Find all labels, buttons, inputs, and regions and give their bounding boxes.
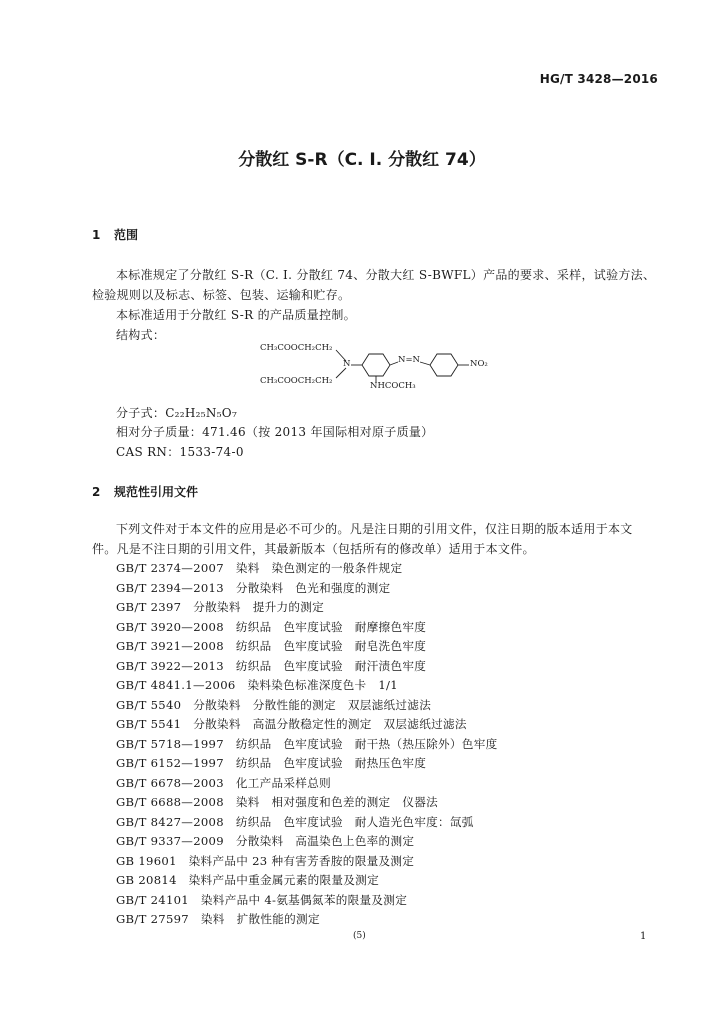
scope-para1-line1: 本标准规定了分散红 S-R（C. I. 分散红 74、分散大红 S-BWFL）产品的要求、采样，试验方法、 xyxy=(116,268,656,282)
reference-code: GB/T 9337—2009 xyxy=(116,834,224,848)
reference-code: GB 19601 xyxy=(116,853,177,868)
structure-group-bottom: CH₃COOCH₂CH₂ xyxy=(260,376,333,386)
reference-item xyxy=(116,580,390,596)
reference-code: GB/T 2394—2013 xyxy=(116,580,224,595)
reference-item xyxy=(116,599,324,615)
benzene-ring-1 xyxy=(362,354,390,376)
structure-bonds xyxy=(258,340,498,394)
bond-top xyxy=(336,350,346,361)
bond-ring1-azo xyxy=(390,362,398,365)
section-2-title: 规范性引用文件 xyxy=(114,485,199,499)
structure-n-atom: N xyxy=(343,359,351,369)
reference-title: 染料 扩散性能的测定 xyxy=(200,912,320,926)
bond-azo-ring2 xyxy=(420,362,430,365)
reference-code: GB/T 5718—1997 xyxy=(116,736,224,751)
reference-item xyxy=(116,755,426,771)
reference-title: 染料 相对强度和色差的测定 仪器法 xyxy=(235,795,439,809)
reference-title: 分散染料 分散性能的测定 双层滤纸过滤法 xyxy=(193,697,432,712)
structure-azo: N=N xyxy=(398,355,420,365)
reference-title: 染料染色标准深度色卡 1/1 xyxy=(247,678,398,692)
reference-code: GB/T 24101 xyxy=(116,892,189,907)
reference-code: GB/T 6678—2003 xyxy=(116,775,224,790)
reference-title: 分散染料 高温染色上色率的测定 xyxy=(235,834,415,848)
formula-label: 分子式： xyxy=(116,406,166,420)
footer-mark: (5) xyxy=(353,931,366,941)
refs-intro-line2: 件。凡是不注日期的引用文件，其最新版本（包括所有的修改单）适用于本文件。 xyxy=(92,542,535,556)
reference-code: GB/T 3920—2008 xyxy=(116,619,224,634)
reference-title: 纺织品 色牢度试验 耐皂洗色牢度 xyxy=(235,639,427,653)
formula-line xyxy=(116,404,237,421)
reference-code: GB/T 27597 xyxy=(116,912,189,926)
reference-title: 纺织品 色牢度试验 耐热压色牢度 xyxy=(235,756,427,770)
mass-line xyxy=(116,423,433,440)
reference-title: 染料产品中 4-氨基偶氮苯的限量及测定 xyxy=(200,892,408,907)
reference-title: 纺织品 色牢度试验 耐汗渍色牢度 xyxy=(235,658,427,673)
scope-para2: 本标准适用于分散红 S-R 的产品质量控制。 xyxy=(116,308,356,322)
structure-nitro: NO₂ xyxy=(470,359,488,369)
reference-item xyxy=(116,658,426,674)
cas-line xyxy=(116,443,244,460)
reference-title: 分散染料 高温分散稳定性的测定 双层滤纸过滤法 xyxy=(193,717,467,731)
page-number: 1 xyxy=(640,931,647,942)
section-1-title: 范围 xyxy=(114,228,139,242)
reference-code: GB/T 8427—2008 xyxy=(116,814,224,829)
section-2-number: 2 xyxy=(92,485,101,499)
reference-title: 分散染料 提升力的测定 xyxy=(193,600,325,614)
bond-bottom xyxy=(336,368,346,378)
reference-item xyxy=(116,833,414,849)
reference-item xyxy=(116,853,414,869)
reference-code: GB/T 4841.1—2006 xyxy=(116,678,236,692)
mass-label: 相对分子质量： xyxy=(116,425,203,439)
reference-item xyxy=(116,814,474,830)
reference-item xyxy=(116,560,402,576)
section-1-number: 1 xyxy=(92,228,101,242)
reference-item xyxy=(116,677,398,693)
scope-para1-line2: 检验规则以及标志、标签、包装、运输和贮存。 xyxy=(92,288,351,302)
formula-value: C₂₂H₂₅N₅O₇ xyxy=(165,406,238,420)
section-1-heading xyxy=(92,226,138,243)
structure-group-top: CH₃COOCH₂CH₂ xyxy=(260,343,333,353)
reference-code: GB/T 3921—2008 xyxy=(116,639,224,653)
cas-label: CAS RN： xyxy=(116,445,180,459)
reference-item xyxy=(116,892,407,908)
reference-item xyxy=(116,619,426,635)
reference-item xyxy=(116,872,379,888)
refs-intro-line1: 下列文件对于本文件的应用是必不可少的。凡是注日期的引用文件，仅注日期的版本适用于本文 xyxy=(116,522,633,536)
reference-item xyxy=(116,736,498,752)
reference-item xyxy=(116,911,320,927)
reference-item xyxy=(116,697,431,713)
structural-formula xyxy=(258,340,498,394)
reference-item xyxy=(116,716,467,732)
mass-value: 471.46（按 2013 年国际相对原子质量） xyxy=(202,425,434,439)
reference-title: 染料产品中重金属元素的限量及测定 xyxy=(188,873,379,887)
reference-code: GB/T 5541 xyxy=(116,717,182,731)
benzene-ring-2 xyxy=(430,354,458,376)
cas-value: 1533-74-0 xyxy=(179,445,244,459)
standard-number: HG/T 3428—2016 xyxy=(539,72,658,86)
reference-title: 染料产品中 23 种有害芳香胺的限量及测定 xyxy=(188,853,415,868)
reference-item xyxy=(116,638,426,654)
structure-label: 结构式： xyxy=(116,328,166,342)
reference-code: GB 20814 xyxy=(116,873,177,887)
reference-title: 纺织品 色牢度试验 耐人造光色牢度：氙弧 xyxy=(235,814,474,829)
reference-code: GB/T 2374—2007 xyxy=(116,561,224,575)
page-title: 分散红 S-R（C. I. 分散红 74） xyxy=(238,150,486,170)
reference-code: GB/T 6688—2008 xyxy=(116,795,224,809)
reference-title: 纺织品 色牢度试验 耐干热（热压除外）色牢度 xyxy=(235,736,498,751)
reference-title: 染料 染色测定的一般条件规定 xyxy=(235,561,403,575)
reference-code: GB/T 2397 xyxy=(116,600,182,614)
reference-title: 纺织品 色牢度试验 耐摩擦色牢度 xyxy=(235,619,427,634)
structure-amide: NHCOCH₃ xyxy=(370,381,416,391)
reference-code: GB/T 5540 xyxy=(116,697,182,712)
reference-code: GB/T 3922—2013 xyxy=(116,658,224,673)
reference-item xyxy=(116,794,438,810)
reference-title: 化工产品采样总则 xyxy=(235,775,331,790)
reference-title: 分散染料 色光和强度的测定 xyxy=(235,580,391,595)
section-2-heading xyxy=(92,483,198,500)
reference-item xyxy=(116,775,331,791)
reference-code: GB/T 6152—1997 xyxy=(116,756,224,770)
